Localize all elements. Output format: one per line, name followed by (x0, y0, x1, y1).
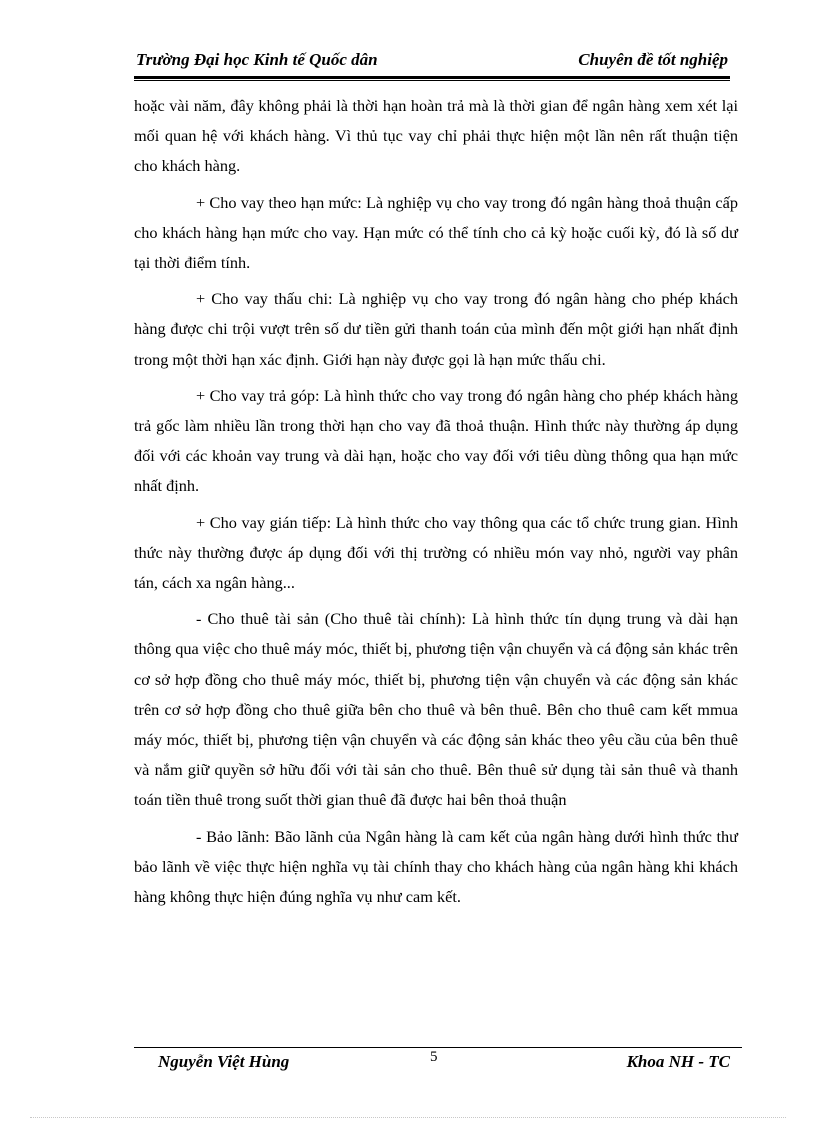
header-university: Trường Đại học Kinh tế Quốc dân (136, 50, 378, 69)
body-text (134, 91, 738, 918)
paragraph-guarantee: - Bảo lãnh: Bão lãnh của Ngân hàng là cam kết của ngân hàng dưới hình thức thư bảo lãnh về việc thực hiện nghĩa vụ tài chính thay cho khách hàng của ngân hàng khi khách hàng không thực hiện đúng nghĩa vụ như cam kết. (134, 826, 738, 907)
footer-department: Khoa NH - TC (626, 1052, 730, 1071)
header-divider (134, 76, 730, 79)
page-header (134, 50, 730, 74)
paragraph-financial-leasing: - Cho thuê tài sản (Cho thuê tài chính): Là hình thức tín dụng trung và dài hạn thông qua việc cho thuê máy móc, thiết bị, phương tiện vận chuyển và cá động sản khác trên cơ sở hợp đồng cho thuê máy móc, thiết bị, phương tiện vận chuyển và các động sản khác trên cơ sở hợp đồng cho thuê giữa bên cho thuê và bên thuê. Bên cho thuê cam kết mmua máy móc, thiết bị, phương tiện vận chuyển và các động sản khác theo yêu cầu của bên thuê và nắm giữ quyền sở hữu đối với tài sản cho thuê. Bên thuê sử dụng tài sản thuê và thanh toán tiền thuê trong suốt thời gian thuê đã được hai bên thoả thuận (134, 609, 738, 810)
page-edge-guide (30, 1117, 786, 1118)
paragraph-installment-lending: + Cho vay trả góp: Là hình thức cho vay trong đó ngân hàng cho phép khách hàng trả gốc làm nhiều lần trong thời hạn cho vay đã thoả thuận. Hình thức này thường áp dụng đối với các khoản vay trung và dài hạn, hoặc cho vay đối với tiêu dùng thông qua hạn mức nhất định. (134, 385, 738, 496)
paragraph-continuation: hoặc vài năm, đây không phải là thời hạn hoàn trả mà là thời gian để ngân hàng xem xét lại mối quan hệ với khách hàng. Vì thủ tục vay chỉ phải thực hiện một lần nên rất thuận tiện cho khách hàng. (134, 96, 738, 176)
page-number: 5 (430, 1049, 438, 1065)
page-footer (134, 1050, 742, 1076)
paragraph-credit-limit-lending: + Cho vay theo hạn mức: Là nghiệp vụ cho vay trong đó ngân hàng thoả thuận cấp cho khách hàng hạn mức cho vay. Hạn mức có thể tính cho cả kỳ hoặc cuối kỳ, đó là số dư tại thời điểm tính. (134, 192, 738, 273)
footer-author: Nguyễn Việt Hùng (158, 1052, 290, 1071)
paragraph-indirect-lending: + Cho vay gián tiếp: Là hình thức cho vay thông qua các tổ chức trung gian. Hình thức này thường được áp dụng đối với thị trường có nhiều món vay nhỏ, người vay phân tán, cách xa ngân hàng... (134, 512, 738, 593)
paragraph-overdraft-lending: + Cho vay thấu chi: Là nghiệp vụ cho vay trong đó ngân hàng cho phép khách hàng được chi trội vượt trên số dư tiền gửi thanh toán của mình đến một giới hạn nhất định trong một thời hạn xác định. Giới hạn này được gọi là hạn mức thấu chi. (134, 289, 738, 369)
header-document-type: Chuyên đề tốt nghiệp (578, 50, 728, 69)
footer-divider (134, 1047, 742, 1048)
